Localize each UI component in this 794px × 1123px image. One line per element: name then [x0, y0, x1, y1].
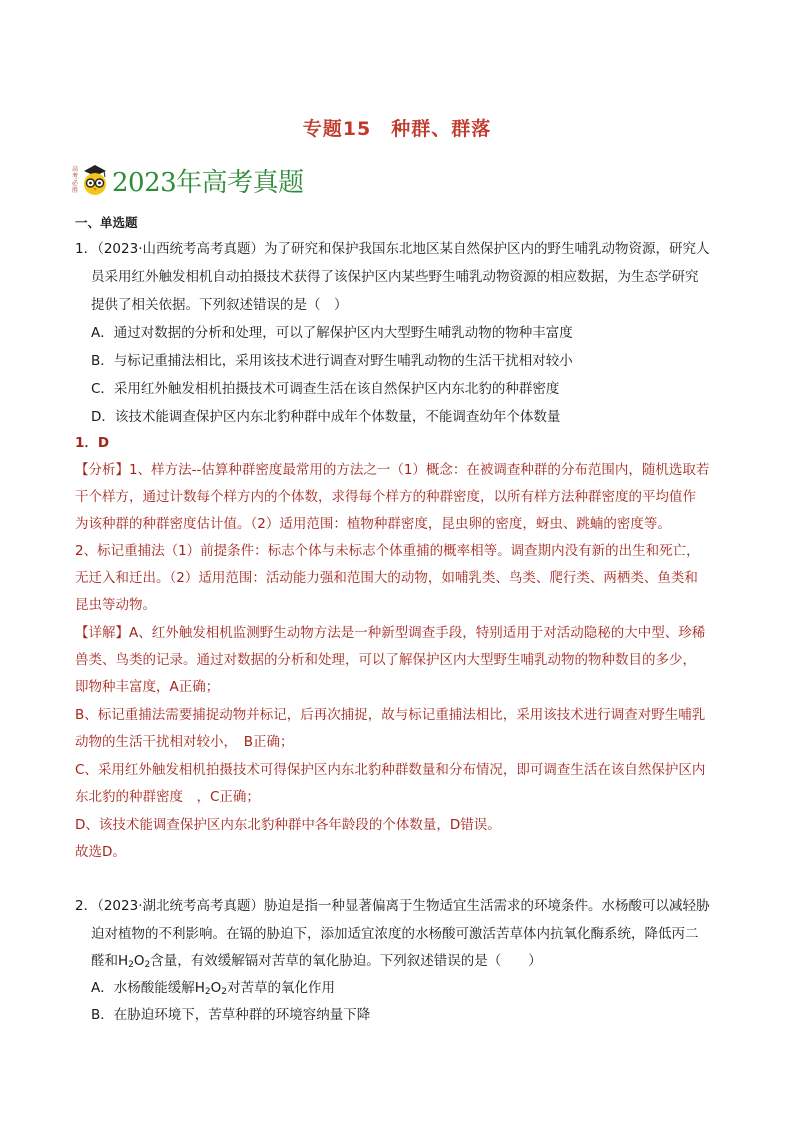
banner-title: 2023年高考真题 [112, 167, 304, 198]
h2o2-formula: $H_2O_2$ [118, 953, 151, 970]
q1-detail-line: 动物的生活干扰相对较小， B正确； [75, 734, 294, 750]
banner-char: 胜 [72, 187, 79, 194]
q2-stem-text: 含量，有效缓解镉对苦草的氧化胁迫。下列叙述错误的是（ ） [150, 953, 542, 969]
q1-analysis-line: 无迁入和迁出。（2）适用范围：活动能力强和范围大的动物，如哺乳类、鸟类、爬行类、两栖类、鱼类和 [75, 570, 698, 586]
q1-detail-line: 即物种丰富度，A正确； [75, 679, 220, 695]
q1-option-c: C．采用红外触发相机拍摄技术可调查生活在该自然保护区内东北豹的种群密度 [91, 381, 560, 397]
q1-detail-line: 【详解】A、红外触发相机监测野生动物方法是一种新型调查手段，特别适用于对活动隐秘的大中型、珍稀 [75, 625, 706, 641]
banner-char: 必 [72, 180, 79, 187]
section-banner [72, 160, 304, 200]
q2-option-a: A．水杨酸能缓解$H_2O_2$对苦草的氧化作用 [91, 980, 336, 997]
section-heading: 一、单选题 [75, 215, 138, 230]
q1-stem-line: 员采用红外触发相机自动拍摄技术获得了该保护区内某些野生哺乳动物资源的相应数据，为生态学研究 [91, 269, 699, 285]
q1-analysis-line: 2、标记重捕法（1）前提条件：标志个体与未标志个体重捕的概率相等。调查期内没有新的出生和死亡， [75, 543, 700, 559]
q1-analysis-line: 干个样方，通过计数每个样方内的个体数，求得每个样方的种群密度，以所有样方法种群密度的平均值作 [75, 489, 696, 505]
q1-option-a: A．通过对数据的分析和处理，可以了解保护区内大型野生哺乳动物的物种丰富度 [91, 325, 573, 341]
q1-detail-line: C、采用红外触发相机拍摄技术可得保护区内东北豹种群数量和分布情况，即可调查生活在该自然保护区内 [75, 762, 706, 778]
banner-char: 考 [72, 173, 79, 180]
q1-detail-line: 东北豹的种群密度 ，C正确； [75, 789, 260, 805]
page-title: 专题15 种群、群落 [302, 118, 492, 140]
q1-option-d: D．该技术能调查保护区内东北豹种群中成年个体数量，不能调查幼年个体数量 [91, 409, 561, 425]
q1-stem-line: 提供了相关依据。下列叙述错误的是（ ） [91, 297, 348, 313]
q1-stem-line: 1．（2023·山西统考高考真题）为了研究和保护我国东北地区某自然保护区内的野生哺乳动物资源，研究人 [75, 241, 710, 257]
q1-option-b: B．与标记重捕法相比，采用该技术进行调查对野生哺乳动物的生活干扰相对较小 [91, 353, 573, 369]
h2o2-formula: $H_2O_2$ [194, 980, 228, 997]
q2-stem-line: 迫对植物的不利影响。在镉的胁迫下，添加适宜浓度的水杨酸可激活苦草体内抗氧化酶系统，降低丙二 [91, 926, 699, 942]
owl-mascot-icon [80, 163, 110, 197]
banner-vertical-text [72, 166, 78, 194]
q1-analysis-line: 为该种群的种群密度估计值。（2）适用范围：植物种群密度，昆虫卵的密度，蚜虫、跳蝻的密度等。 [75, 516, 671, 532]
q1-analysis-line: 【分析】1、样方法--估算种群密度最常用的方法之一（1）概念：在被调查种群的分布范围内，随机选取若 [75, 462, 710, 478]
q1-detail-line: B、标记重捕法需要捕捉动物并标记，后再次捕捉，故与标记重捕法相比，采用该技术进行调查对野生哺乳 [75, 707, 706, 723]
q2-stem-text: 醛和 [91, 953, 118, 969]
q2-stem-line: 2．（2023·湖北统考高考真题）胁迫是指一种显著偏离于生物适宜生活需求的环境条件。水杨酸可以减轻胁 [75, 898, 710, 914]
q2-stem-line [91, 952, 542, 974]
q1-detail-line: D、该技术能调查保护区内东北豹种群中各年龄段的个体数量，D错误。 [75, 817, 501, 833]
banner-char: 高 [72, 166, 79, 173]
q1-analysis-line: 昆虫等动物。 [75, 597, 156, 613]
q1-conclusion: 故选D。 [75, 844, 126, 860]
q2-option-b: B．在胁迫环境下，苦草种群的环境容纳量下降 [91, 1007, 371, 1023]
q1-detail-line: 兽类、鸟类的记录。通过对数据的分析和处理，可以了解保护区内大型野生哺乳动物的物种数目的多少， [75, 652, 696, 668]
q1-answer: 1．D [75, 435, 110, 451]
